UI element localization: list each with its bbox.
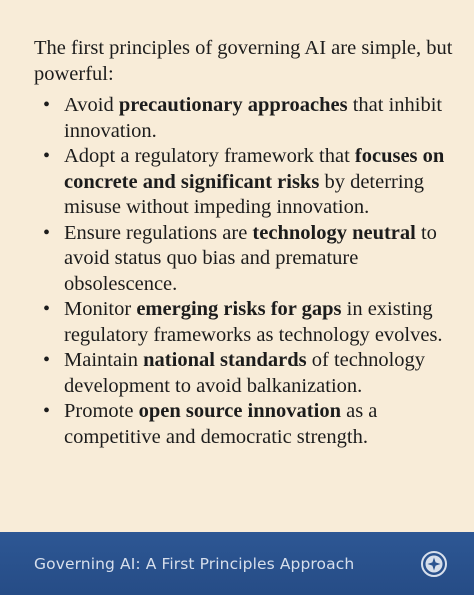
principle-item: [34, 221, 454, 298]
principles-list: [34, 93, 454, 450]
principle-text: to avoid status quo bias and premature obsolescence.: [64, 221, 437, 295]
principle-text: by deterring misuse without impeding innovation.: [64, 170, 425, 218]
principle-text: in existing regulatory frameworks as technology evolves.: [64, 298, 443, 346]
principle-text: Promote: [64, 400, 139, 422]
principle-text: Maintain: [64, 349, 144, 371]
bullet: •: [43, 400, 51, 422]
bullet: •: [43, 298, 51, 320]
bullet: •: [43, 349, 51, 371]
principle-item: [34, 348, 454, 399]
bullet: •: [43, 145, 51, 167]
principle-item: [34, 297, 454, 348]
principle-text: Ensure regulations are: [64, 221, 253, 244]
footer-bar: [0, 532, 474, 595]
principle-text: that inhibit innovation.: [64, 94, 443, 142]
principle-text: as a competitive and democratic strength.: [64, 400, 378, 448]
intro-text: The first principles of governing AI are simple, but powerful:: [34, 37, 453, 85]
compass-star-icon: [420, 550, 448, 578]
principle-item: [34, 93, 454, 144]
principle-item: [34, 144, 454, 221]
principle-emphasis: national standards: [143, 349, 307, 371]
principle-emphasis: open source innovation: [138, 400, 341, 422]
principle-emphasis: precautionary approaches: [118, 94, 348, 116]
content-area: [34, 36, 454, 450]
footer-title: Governing AI: A First Principles Approach: [34, 554, 355, 573]
principle-emphasis: focuses on concrete and significant risks: [64, 145, 445, 193]
principle-emphasis: technology neutral: [252, 221, 416, 244]
bullet: •: [43, 94, 51, 116]
principle-text: Monitor: [64, 298, 137, 320]
bullet: •: [43, 221, 51, 244]
principle-text: Adopt a regulatory framework that: [64, 145, 355, 167]
principle-item: [34, 399, 454, 450]
principle-text: of technology development to avoid balkanization.: [64, 349, 426, 397]
principle-emphasis: emerging risks for gaps: [136, 298, 342, 320]
principle-text: Avoid: [64, 94, 119, 116]
